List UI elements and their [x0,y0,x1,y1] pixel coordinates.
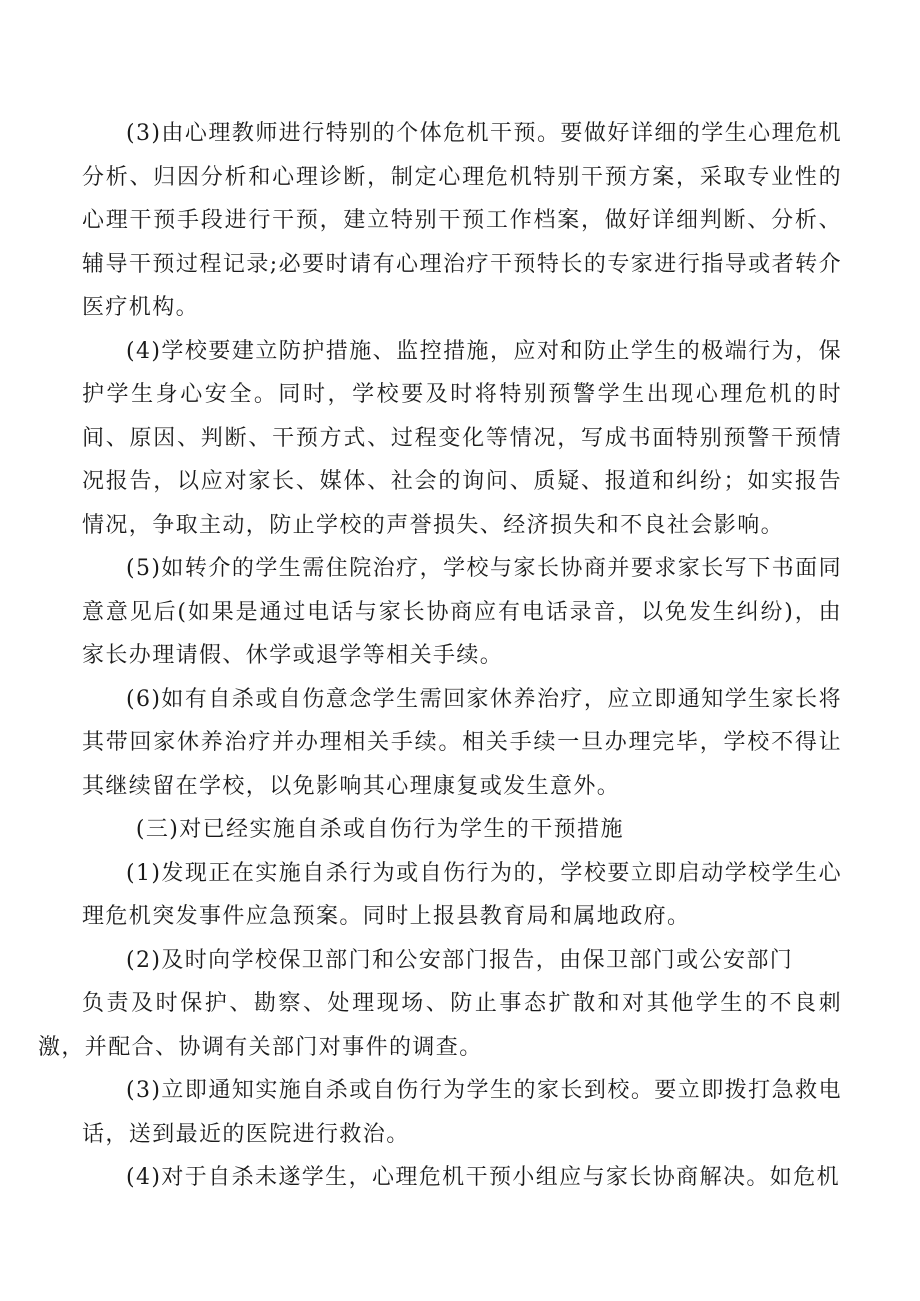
paragraph-security-report [38,939,842,1070]
paragraph-protection-measures: (4)学校要建立防护措施、监控措施，应对和防止学生的极端行为，保护学生身心安全。同时，学校要及时将特别预警学生出现心理危机的时间、原因、判断、干预方式、过程变化等情况，写成书面特别预警干预情况报告，以应对家长、媒体、社会的询问、质疑、报道和纠纷；如实报告情况，争取主动，防止学校的声誉损失、经济损失和不良社会影响。 [82,338,842,538]
paragraph-emergency-plan: (1)发现正在实施自杀行为或自伤行为的，学校要立即启动学校学生心理危机突发事件应急预案。同时上报县教育局和属地政府。 [82,860,842,929]
paragraph-hospitalization: (5)如转介的学生需住院治疗，学校与家长协商并要求家长写下书面同意意见后(如果是通过电话与家长协商应有电话录音，以免发生纠纷)，由家长办理请假、休学或退学等相关手续。 [82,556,842,668]
paragraph-home-recovery: (6)如有自杀或自伤意念学生需回家休养治疗，应立即通知学生家长将其带回家休养治疗并办理相关手续。相关手续一旦办理完毕，学校不得让其继续留在学校，以免影响其心理康复或发生意外。 [82,686,842,799]
paragraph-security-report-line-1: (2)及时向学校保卫部门和公安部门报告，由保卫部门或公安部门 [126,947,794,973]
paragraph-failed-attempt: (4)对于自杀未遂学生，心理危机干预小组应与家长协商解决。如危机 [126,1165,840,1190]
paragraph-notify-parents: (3)立即通知实施自杀或自伤行为学生的家长到校。要立即拨打急救电话，送到最近的医院进行救治。 [82,1078,842,1147]
paragraph-individual-intervention: (3)由心理教师进行特别的个体危机干预。要做好详细的学生心理危机分析、归因分析和心理诊断，制定心理危机特别干预方案，采取专业性的心理干预手段进行干预，建立特别干预工作档案，做好详细判断、分析、辅导干预过程记录;必要时请有心理治疗干预特长的专家进行指导或者转介医疗机构。 [82,121,842,320]
section-heading-post-attempt: (三)对已经实施自杀或自伤行为学生的干预措施 [135,817,624,842]
paragraph-security-report-line-2: 负责及时保护、勘察、处理现场、防止事态扩散和对其他学生的不良刺激，并配合、协调有关部门对事件的调查。 [38,991,842,1060]
